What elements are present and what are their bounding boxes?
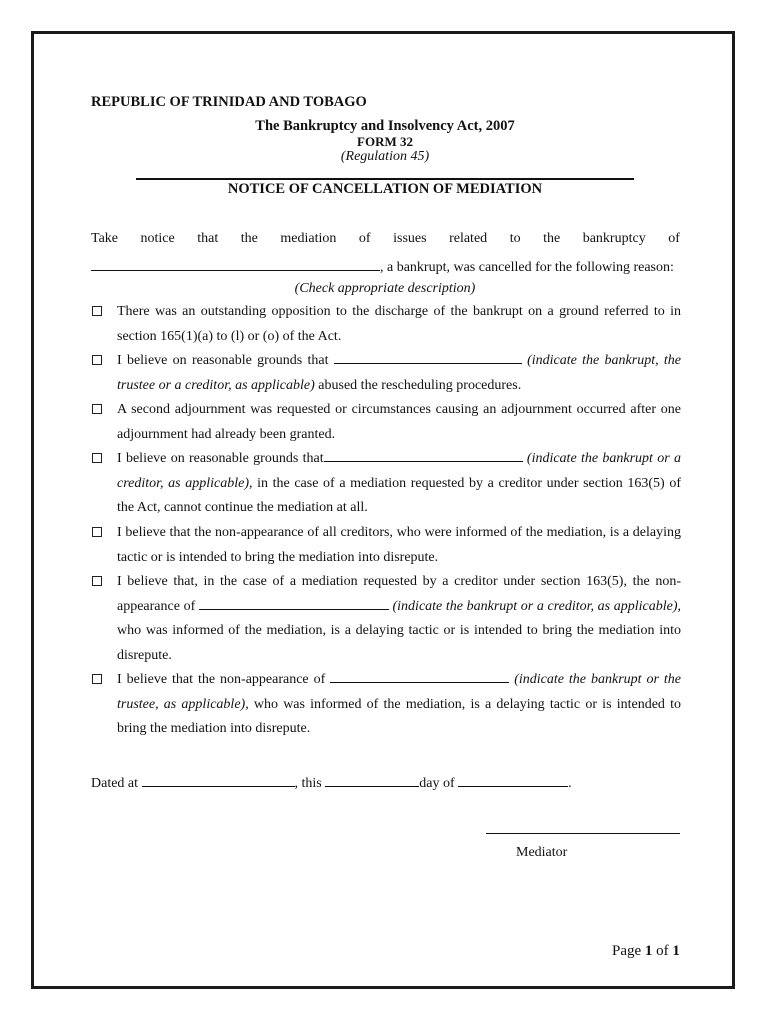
reason-1-text: There was an outstanding opposition to the discharge of the bankrupt on a ground referred to in section 165(1)(a) to (l) or (o) of the Act. [117, 304, 681, 344]
reason-option-2 [91, 349, 681, 398]
intro-word: related [449, 231, 488, 246]
day-of-label: day of [419, 776, 459, 791]
month-year-field[interactable] [458, 772, 568, 787]
intro-word: of [358, 231, 371, 246]
reason-option-1 [91, 300, 681, 349]
signature-line[interactable] [486, 833, 680, 834]
reason-1-checkbox[interactable] [92, 306, 102, 316]
signatory-label: Mediator [516, 845, 568, 860]
intro-word: to [509, 231, 521, 246]
dated-at-label: Dated at [91, 776, 142, 791]
reason-7-instruction: (indicate the bankrupt or the trustee, as applicable) [117, 672, 682, 712]
reason-6-instruction: (indicate the bankrupt or a creditor, as applicable) [388, 598, 678, 614]
reason-option-5 [91, 521, 681, 570]
reason-3-text: A second adjournment was requested or circumstances causing an adjournment occurred after one adjournment had already been granted. [117, 402, 681, 442]
reason-5-checkbox[interactable] [92, 527, 102, 537]
check-instruction: (Check appropriate description) [294, 281, 476, 296]
reason-6-checkbox[interactable] [92, 576, 102, 586]
reason-7-post: , who was informed of the mediation, is a delaying tactic or is intended to bring the mediation into disrepute. [117, 696, 682, 736]
reason-4-checkbox[interactable] [92, 453, 102, 463]
reason-7-text [117, 668, 681, 742]
reason-4-text [117, 447, 681, 521]
page-prefix: Page [612, 943, 645, 959]
intro-word: the [543, 231, 561, 246]
intro-word: that [197, 231, 219, 246]
page-total: 1 [672, 943, 680, 959]
reason-7-checkbox[interactable] [92, 674, 102, 684]
reason-2-post: abused the rescheduling procedures. [314, 377, 522, 393]
bankrupt-name-line [91, 256, 674, 276]
day-field[interactable] [325, 772, 419, 787]
intro-word: bankruptcy [582, 231, 646, 246]
reason-option-6 [91, 570, 681, 668]
page-of: of [652, 943, 673, 959]
reason-4-blank-field[interactable] [324, 447, 523, 462]
reason-4-instruction: (indicate the bankrupt or a creditor, as applicable) [117, 451, 681, 491]
document-title: NOTICE OF CANCELLATION OF MEDIATION [227, 181, 543, 197]
title-divider [136, 178, 634, 180]
reason-5-text: I believe that the non-appearance of all creditors, who were informed of the mediation, is a delaying tactic or is intended to bring the mediation into disrepute. [117, 525, 681, 565]
reason-6-post: , who was informed of the mediation, is a delaying tactic or is intended to bring the mediation into disrepute. [117, 598, 682, 663]
page-number [612, 943, 680, 960]
reason-6-text [117, 570, 681, 668]
intro-word: the [240, 231, 258, 246]
intro-word: Take [91, 231, 119, 246]
reason-3-checkbox[interactable] [92, 404, 102, 414]
dated-line [91, 772, 572, 792]
reason-2-blank-field[interactable] [334, 349, 522, 364]
reason-2-pre: I believe on reasonable grounds that [117, 353, 334, 368]
act-title: The Bankruptcy and Insolvency Act, 2007 [255, 118, 515, 134]
reason-option-4 [91, 447, 681, 521]
intro-word: notice [140, 231, 175, 246]
intro-line [91, 231, 680, 247]
intro-word: mediation [280, 231, 337, 246]
reason-6-blank-field[interactable] [199, 595, 389, 610]
reason-2-checkbox[interactable] [92, 355, 102, 365]
reason-4-post: , in the case of a mediation requested by a creditor under section 163(5) of the Act, cannot continue the mediation at all. [117, 475, 681, 515]
reason-7-pre: I believe that the non-appearance of [117, 672, 331, 687]
bankrupt-name-field[interactable] [91, 256, 380, 271]
regulation-reference: (Regulation 45) [340, 149, 430, 164]
reason-2-instruction: (indicate the bankrupt, the trustee or a creditor, as applicable) [117, 353, 681, 393]
reason-6-pre: I believe that, in the case of a mediation requested by a creditor under section 163(5), the non-appearance of [117, 574, 681, 614]
page-current: 1 [644, 943, 653, 959]
reason-2-text [117, 349, 681, 398]
intro-word: of [668, 231, 680, 246]
reason-7-blank-field[interactable] [330, 668, 509, 683]
dated-period: . [568, 776, 572, 791]
bankrupt-line-text: , a bankrupt, was cancelled for the following reason: [380, 260, 674, 275]
reason-option-7 [91, 668, 681, 742]
reason-4-pre: I believe on reasonable grounds that [117, 451, 324, 466]
country-heading: REPUBLIC OF TRINIDAD AND TOBAGO [91, 94, 367, 110]
location-field[interactable] [142, 772, 295, 787]
intro-word: issues [393, 231, 427, 246]
reason-option-3 [91, 398, 681, 447]
this-label: , this [294, 776, 326, 791]
form-number: FORM 32 [357, 134, 413, 149]
